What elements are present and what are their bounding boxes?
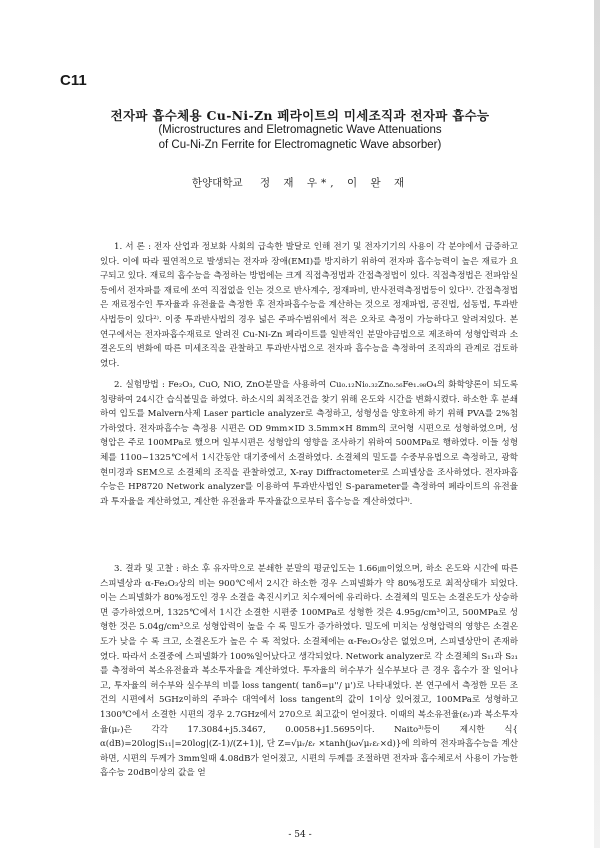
paragraph-introduction: 1. 서 론 : 전자 산업과 정보화 사회의 급속한 발달로 인해 전기 및 전자기기의 사용이 각 분야에서 급증하고 있다. 이에 따라 필연적으로 발생되는 전자파 장애(EMI)를 방지하기 위하여 전자파 흡수능력이 높은 재료가 요구되고 있다. 재료의 흡수능을 측정하는 방법에는 크게 직접측정법과 간접측정법이 있다. 직접측정법은 전파암실등에서 전자파를 재료에 쏘여 직접없을 인는 것으로 반사계수, 정재파비, 반사전력측정법등이 있다¹⁾. 간접측정법은 재료정수인 투자율과 유전율을 측정한 후 전자파흡수능을 계산하는 것으로 정재파법, 공진법, 섭동법, 투과반사법등이 있다²⁾. 이중 투과반사법의 경우 넓은 주파수범위에서 적은 오차로 측정이 가능하다고 알려져있다. 본 연구에서는 전자파흡수재료로 알려진 Cu-Ni-Zn 페라이트를 일반적인 분말야금법으로 제조하여 성형압력과 소결온도의 변화에 따른 미세조직을 관찰하고 투과반사법으로 전자파 흡수능을 측정하여 조직과의 관계로 검토하였다. xyxy=(100,242,518,369)
scan-edge-shadow xyxy=(594,0,600,848)
page-number: - 54 - xyxy=(288,830,312,840)
section-introduction xyxy=(100,240,518,371)
title-english-line1: (Microstructures and Eletromagnetic Wave Attenuations xyxy=(158,124,442,136)
affiliation: 한양대학교 xyxy=(191,177,243,189)
paragraph-results: 3. 결과 및 고찰 : 하소 후 유자막으로 분쇄한 분말의 평균입도는 1.66㎛이었으며, 하소 온도와 시간에 따른 스피넬상과 α-Fe₂O₃상의 비는 900℃에서 2시간 하소한 경우 스피넬화가 약 80%정도로 최적상태가 되었다. 이는 스피넬화가 80%정도인 경우 소결을 촉진시키고 치수제어에 유리하다. 소결체의 밀도는 소결온도가 상승하면 증가하였으며, 1325℃에서 1시간 소결한 시편중 100MPa로 성형한 것은 4.95g/cm³이고, 500MPa로 성형한 것은 5.04g/cm³으로 성형압력이 높을 수 록 밀도가 증가하였다. 밀도에 미치는 성형압력의 영향은 소결온도가 낮을 수 록 크고, 소결온도가 높은 수 록 적었다. 소결체에는 α-Fe₂O₃상은 없었으며, 스피넬상만이 존재하였다. 따라서 소결중에 스피넬화가 100%일어났다고 생각되었다. Network analyzer로 각 소결체의 S₁₁과 S₂₁를 측정하여 복소유전율과 복소투자율을 계산하였다. 투자율의 허수부가 실수부보다 큰 경우 흡수가 잘 일어나고, 투자율의 허수부와 실수부의 비를 loss tangent( tanδ=μ''/ μ')로 나타내었다. 본 연구에서 측정한 모든 조건의 시편에서 5GHz이하의 주파수 대역에서 loss tangent의 값이 1이상 있어졌고, 100MPa로 성형하고 1300℃에서 소결한 시편의 경우 2.7GHz에서 270으로 최고값이 얻어졌다. 이때의 복소유전율(εᵣ)과 복소투자율(μᵣ)은 각각 17.3084+j5.3467, 0.0058+j1.5695이다. Naito³⁾등이 제시한 식{ α(dB)=20log|S₁₁|=20log|(Z-1)/(Z+1)|, 단 Z=√μᵣ/εᵣ ×tanh(jω√μᵣεᵣ×d)}에 의하여 전자파흡수능을 계산하면, 시편의 두께가 3mm일때 4.08dB가 얻어졌고, 시편의 두께를 조절하면 전자파 흡수체로서 사용이 가능한 흡수능 20dB이상의 값을 얻 xyxy=(100,564,518,779)
paper-code: C11 xyxy=(60,72,87,89)
section-method xyxy=(100,378,518,509)
author-line xyxy=(0,175,600,190)
paragraph-method: 2. 실험방법 : Fe₂O₃, CuO, NiO, ZnO분말을 사용하여 Cu₀.₁₂Ni₀.₃₂Zn₀.₅₆Fe₁.₉₈O₄의 화학양론이 되도록 칭량하여 24시간 습식볼밀을 하였다. 하소시의 최적조건을 찾기 위해 온도와 시간을 변화시켰다. 하소한 후 분쇄하여 입도를 Malvern사제 Laser particle analyzer로 측정하고, 성형성을 양호하게 하기 위해 PVA를 2%첨가하였다. 전자파흡수능 측정용 시편은 OD 9mm×ID 3.5mm×H 8mm의 코어형 시편으로 성형하였으며, 성형압은 주로 100MPa로 했으며 일부시편은 성형압의 영향을 조사하기 위하여 500MPa로 행하였다. 이들 성형체를 1100~1325℃에서 1시간동안 대기중에서 소결하였다. 소결체의 밀도를 수중부유법으로 측정하고, 광학현미경과 SEM으로 소결체의 조직을 관찰하였고, X-ray Diffractometer로 스피넬상을 조사하였다. 전자파흡수능은 HP8720 Network analyzer를 이용하여 투과반사법인 S-parameter를 측정하여 페라이트의 유전율과 투자율을 계산하였고, 계산한 유전율과 투자율값으로부터 흡수능을 계산하였다³⁾. xyxy=(100,380,518,507)
title-korean: 전자파 흡수체용 Cu-Ni-Zn 페라이트의 미세조직과 전자파 흡수능 xyxy=(110,108,490,123)
author-names: 정 재 우*, 이 완 재 xyxy=(259,177,409,189)
section-results xyxy=(100,562,518,781)
title-english-line2: of Cu-Ni-Zn Ferrite for Electromagnetic Wave absorber) xyxy=(158,139,442,151)
